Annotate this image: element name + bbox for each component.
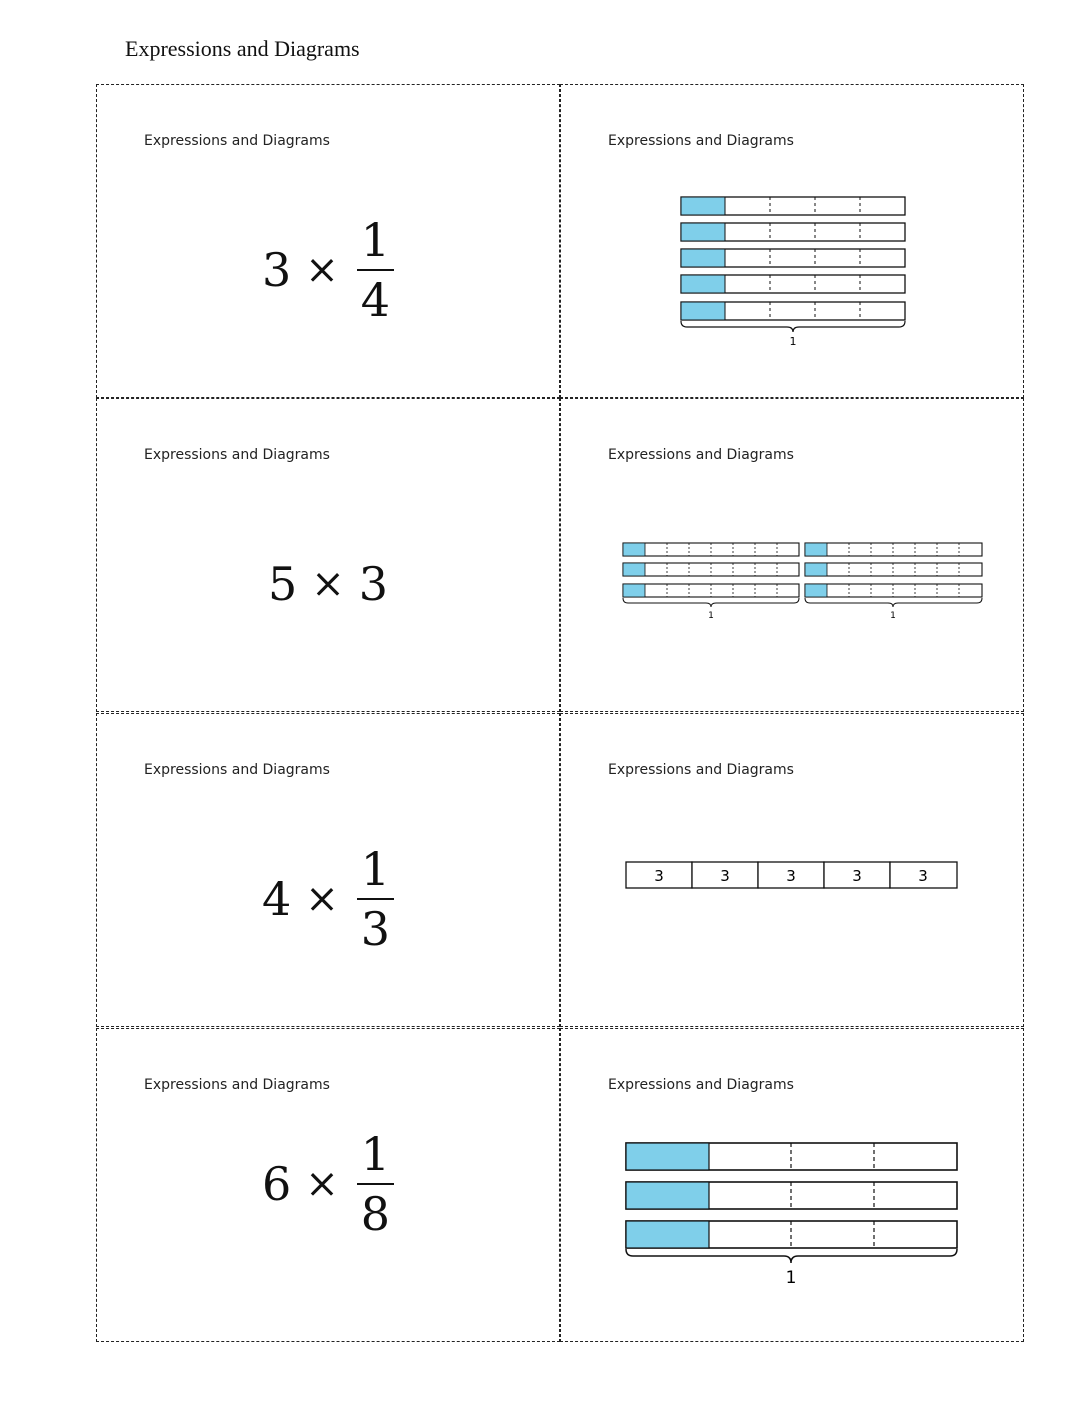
tape-diagram xyxy=(561,399,1025,713)
shaded-part xyxy=(623,584,645,597)
tape-row-1 xyxy=(626,1143,957,1170)
tape-outline xyxy=(805,563,982,576)
shaded-part xyxy=(626,1143,709,1170)
card-diagram-five-threes xyxy=(560,713,1024,1027)
whole-number: 6 xyxy=(261,1157,292,1211)
brace xyxy=(626,1249,957,1263)
card-label: Expressions and Diagrams xyxy=(608,447,794,463)
expression xyxy=(97,489,559,679)
shaded-part xyxy=(626,1221,709,1248)
fraction xyxy=(357,213,394,327)
segment-label: 3 xyxy=(918,867,928,885)
shaded-part xyxy=(805,563,827,576)
tape-row-1 xyxy=(623,543,799,556)
expression xyxy=(97,1089,559,1279)
tape-row-3 xyxy=(805,584,982,597)
tape-diagram xyxy=(561,85,1025,399)
denominator: 3 xyxy=(360,902,391,956)
times-sign: × xyxy=(305,876,339,922)
card-expression-6x1-8 xyxy=(96,1028,560,1342)
tape-group-right xyxy=(805,543,982,621)
card-diagram-two-groups-eighths xyxy=(560,398,1024,712)
card-label: Expressions and Diagrams xyxy=(608,1077,794,1093)
card-label: Expressions and Diagrams xyxy=(144,447,330,463)
times-sign: × xyxy=(311,561,345,607)
shaded-part xyxy=(805,584,827,597)
whole-number: 3 xyxy=(261,243,292,297)
fraction-bar xyxy=(357,269,394,271)
tape-diagram xyxy=(561,714,1025,1028)
times-sign: × xyxy=(305,247,339,293)
brace xyxy=(681,321,905,332)
shaded-part xyxy=(681,302,725,320)
denominator: 8 xyxy=(360,1187,391,1241)
tape-row-3 xyxy=(623,584,799,597)
numerator: 1 xyxy=(360,213,391,267)
segment-label: 3 xyxy=(852,867,862,885)
tape-rows xyxy=(681,197,905,320)
shaded-part xyxy=(681,275,725,293)
tape-row-2 xyxy=(805,563,982,576)
tape-diagram xyxy=(561,1029,1025,1343)
times-sign: × xyxy=(305,1161,339,1207)
card-diagram-5-bars-fourths xyxy=(560,84,1024,398)
segment-label: 3 xyxy=(654,867,664,885)
tape-row-3 xyxy=(626,1221,957,1248)
card-label: Expressions and Diagrams xyxy=(144,1077,330,1093)
segment-label: 3 xyxy=(786,867,796,885)
tape-row-3 xyxy=(681,249,905,267)
card-label: Expressions and Diagrams xyxy=(608,133,794,149)
tape-row-5 xyxy=(681,302,905,320)
fraction xyxy=(357,1127,394,1241)
brace-label: 1 xyxy=(708,611,714,621)
right-factor: 3 xyxy=(358,557,389,611)
left-factor: 5 xyxy=(267,557,298,611)
card-label: Expressions and Diagrams xyxy=(144,762,330,778)
shaded-part xyxy=(805,543,827,556)
card-expression-5x3 xyxy=(96,398,560,712)
expression xyxy=(97,175,559,365)
expression xyxy=(97,804,559,994)
card-diagram-3-bars-fourths xyxy=(560,1028,1024,1342)
tape-row-2 xyxy=(623,563,799,576)
brace-label: 1 xyxy=(785,1268,797,1288)
numerator: 1 xyxy=(360,1127,391,1181)
tape-outline xyxy=(805,543,982,556)
tape-row-2 xyxy=(681,223,905,241)
tape-row-2 xyxy=(626,1182,957,1209)
whole-number: 4 xyxy=(261,872,292,926)
shaded-part xyxy=(681,223,725,241)
brace xyxy=(805,598,982,607)
tape-outline xyxy=(805,584,982,597)
card-expression-4x1-3 xyxy=(96,713,560,1027)
fraction-bar xyxy=(357,898,394,900)
fraction xyxy=(357,842,394,956)
tape-row-1 xyxy=(805,543,982,556)
segment-label: 3 xyxy=(720,867,730,885)
shaded-part xyxy=(626,1182,709,1209)
shaded-part xyxy=(681,249,725,267)
numerator: 1 xyxy=(360,842,391,896)
denominator: 4 xyxy=(360,273,391,327)
card-label: Expressions and Diagrams xyxy=(144,133,330,149)
tape-row-4 xyxy=(681,275,905,293)
tape-row-1 xyxy=(681,197,905,215)
card-expression-3x1-4 xyxy=(96,84,560,398)
tape-row xyxy=(626,862,957,888)
brace xyxy=(623,598,799,607)
shaded-part xyxy=(623,563,645,576)
brace-label: 1 xyxy=(890,611,896,621)
fraction-bar xyxy=(357,1183,394,1185)
card-label: Expressions and Diagrams xyxy=(608,762,794,778)
page-title: Expressions and Diagrams xyxy=(125,36,360,61)
shaded-part xyxy=(681,197,725,215)
shaded-part xyxy=(623,543,645,556)
card-grid xyxy=(96,84,1026,1344)
brace-label: 1 xyxy=(789,335,797,348)
tape-group-left xyxy=(623,543,799,621)
